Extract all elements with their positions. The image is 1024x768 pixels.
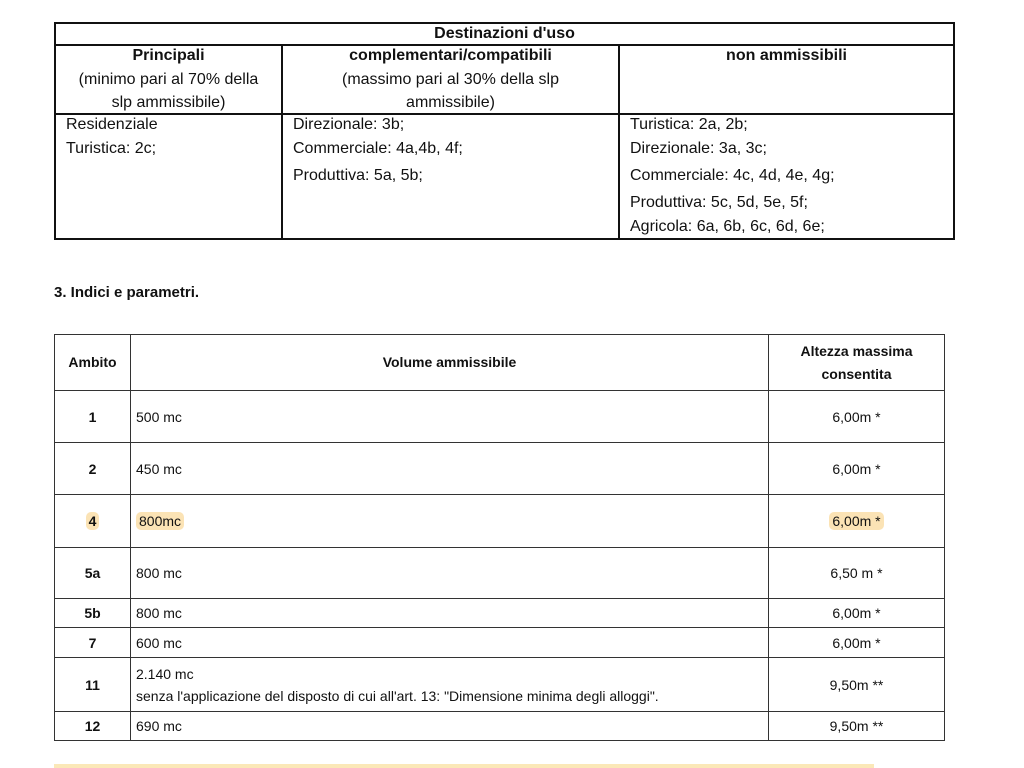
cell-volume: 600 mc: [131, 628, 769, 658]
cell-volume: 450 mc: [131, 443, 769, 495]
cell-altezza: 9,50m **: [769, 658, 945, 712]
cell-altezza: 9,50m **: [769, 712, 945, 741]
cell-altezza: 6,00m *: [769, 628, 945, 658]
cell-ambito: 5b: [55, 599, 131, 628]
cell-ambito: 1: [55, 391, 131, 443]
list-item: Residenziale: [66, 116, 158, 133]
col-header-non-ammissibili: non ammissibili: [619, 45, 954, 114]
table-row: [55, 628, 945, 658]
highlight-mark: 6,00m *: [829, 512, 883, 530]
cell-altezza: 6,00m *: [769, 599, 945, 628]
cell-ambito: [55, 495, 131, 548]
header-ambito: Ambito: [55, 335, 131, 391]
use-table-title: Destinazioni d'uso: [55, 23, 954, 45]
cell-altezza: 6,50 m *: [769, 548, 945, 599]
list-item: Direzionale: 3b;: [293, 116, 405, 133]
highlight-mark: 800mc: [136, 512, 184, 530]
table-row: [55, 391, 945, 443]
cell-ambito: 7: [55, 628, 131, 658]
table-row: [55, 658, 945, 712]
cell-volume: 800 mc: [131, 548, 769, 599]
list-item: Direzionale: 3a, 3c;: [630, 140, 767, 157]
col-header-principali: Principali (minimo pari al 70% della slp ammissibile): [55, 45, 282, 114]
list-item: Turistica: 2a, 2b;: [630, 116, 748, 133]
list-item: Commerciale: 4c, 4d, 4e, 4g;: [630, 167, 835, 184]
cell-volume: 500 mc: [131, 391, 769, 443]
cell-volume: [131, 495, 769, 548]
list-item: Agricola: 6a, 6b, 6c, 6d, 6e;: [630, 218, 825, 235]
table-row: [55, 443, 945, 495]
cell-volume: 690 mc: [131, 712, 769, 741]
principali-cell: [55, 114, 282, 239]
header-volume: Volume ammissibile: [131, 335, 769, 391]
list-item: Commerciale: 4a,4b, 4f;: [293, 140, 463, 157]
list-item: Turistica: 2c;: [66, 140, 157, 157]
highlight-mark: 4: [86, 512, 100, 530]
non-ammissibili-cell: [619, 114, 954, 239]
parameters-table: [54, 334, 945, 741]
cell-ambito: 11: [55, 658, 131, 712]
table-row: [55, 712, 945, 741]
cell-ambito: 5a: [55, 548, 131, 599]
table-row-highlighted: [55, 495, 945, 548]
cell-altezza: [769, 495, 945, 548]
list-item: Produttiva: 5a, 5b;: [293, 167, 423, 184]
section-title: 3. Indici e parametri.: [54, 284, 200, 301]
cell-altezza: 6,00m *: [769, 443, 945, 495]
use-destinations-table: [54, 22, 955, 240]
list-item: Produttiva: 5c, 5d, 5e, 5f;: [630, 194, 808, 211]
table-row: [55, 548, 945, 599]
cell-ambito: 2: [55, 443, 131, 495]
volume-note: senza l'applicazione del disposto di cui all'art. 13: "Dimensione minima degli alloggi".: [136, 687, 659, 704]
complementari-cell: [282, 114, 619, 239]
table-row: [55, 599, 945, 628]
cell-volume: 800 mc: [131, 599, 769, 628]
cell-altezza: 6,00m *: [769, 391, 945, 443]
col-header-complementari: complementari/compatibili (massimo pari al 30% della slp ammissibile): [282, 45, 619, 114]
header-altezza: Altezza massima consentita: [769, 335, 945, 391]
cell-volume: 2.140 mc senza l'applicazione del disposto di cui all'art. 13: "Dimensione minima degli alloggi".: [131, 658, 769, 712]
cell-ambito: 12: [55, 712, 131, 741]
highlight-strip: [54, 764, 874, 768]
